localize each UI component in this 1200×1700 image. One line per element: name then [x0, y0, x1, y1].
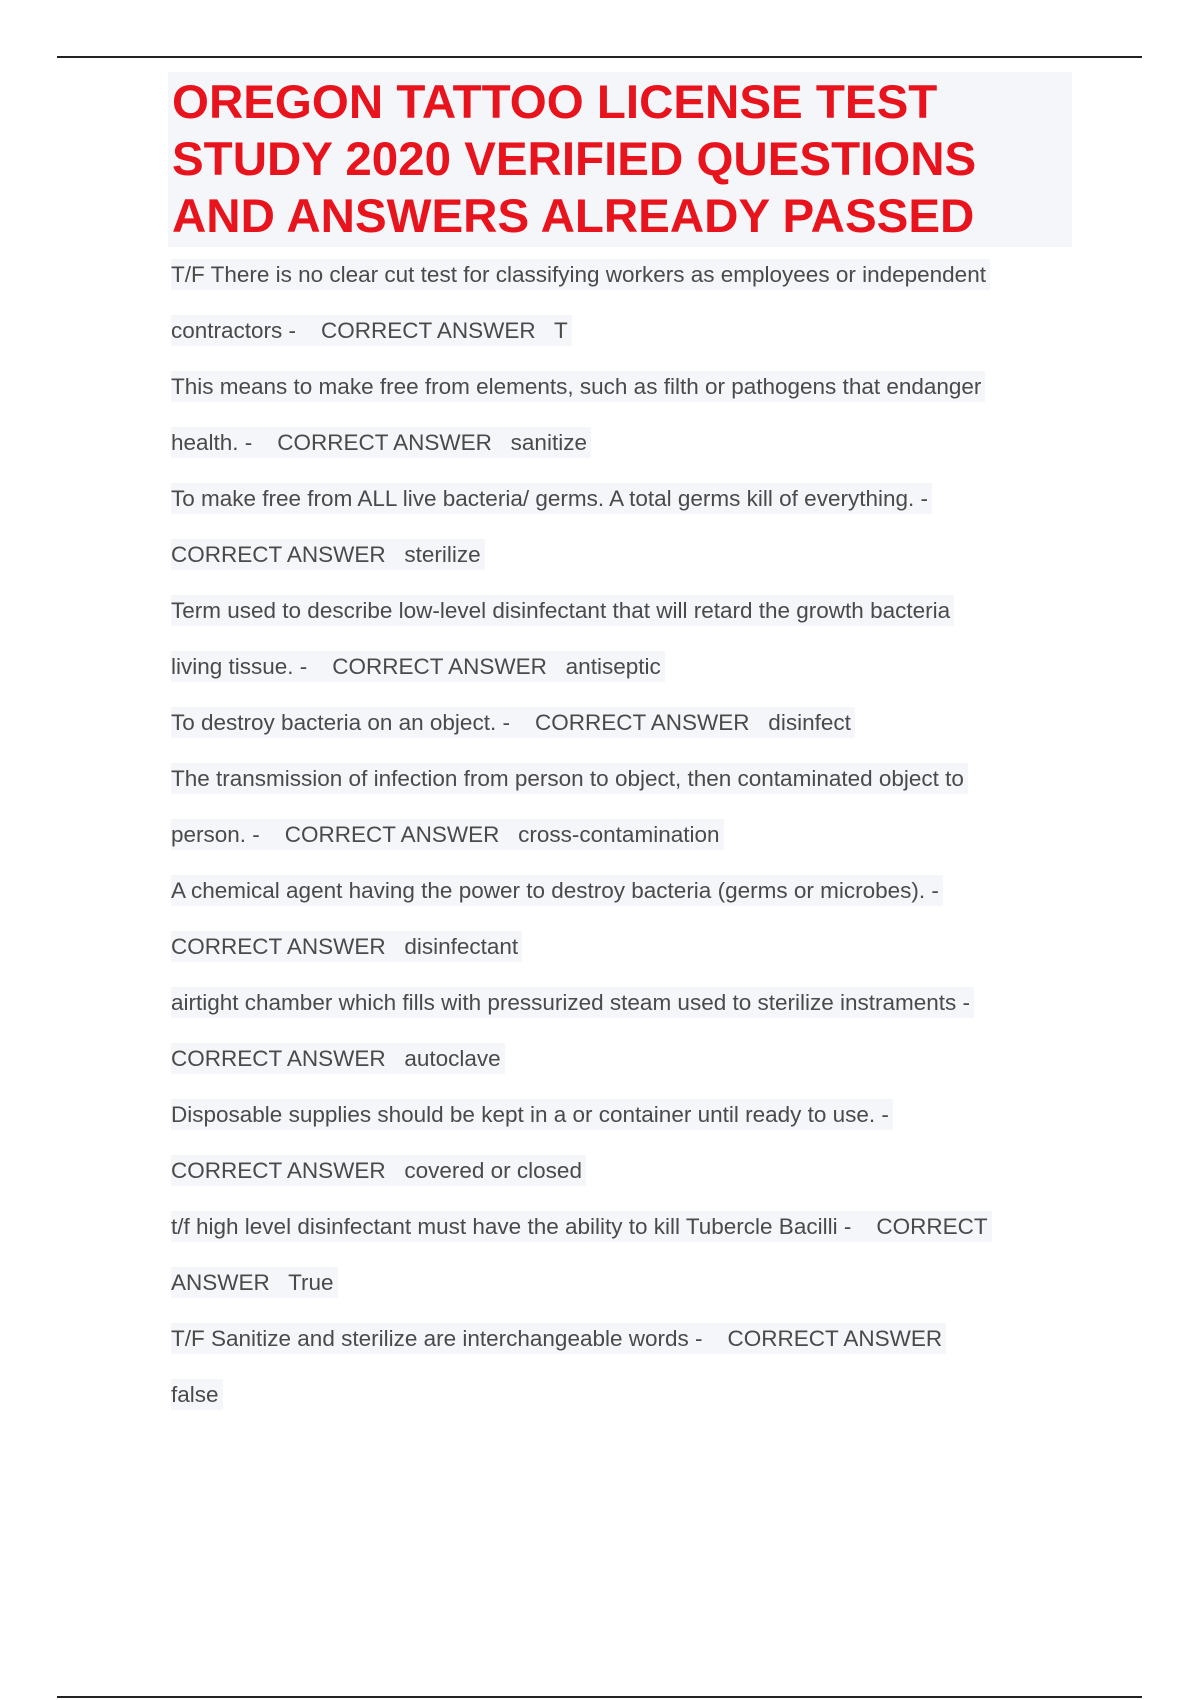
qa-line-text: CORRECT ANSWER autoclave [171, 1043, 505, 1074]
qa-line-text: false [171, 1379, 223, 1410]
qa-line-text: This means to make free from elements, such as filth or pathogens that endanger [171, 371, 985, 402]
qa-line [168, 1255, 1078, 1311]
document-title: OREGON TATTOO LICENSE TEST STUDY 2020 VERIFIED QUESTIONS AND ANSWERS ALREADY PASSED [168, 72, 1072, 247]
qa-line-text: ANSWER True [171, 1267, 338, 1298]
qa-line-text: CORRECT ANSWER covered or closed [171, 1155, 586, 1186]
qa-line [168, 359, 1078, 415]
qa-line-text: The transmission of infection from person to object, then contaminated object to [171, 763, 968, 794]
qa-line [168, 751, 1078, 807]
qa-line [168, 919, 1078, 975]
qa-line-text: health. - CORRECT ANSWER sanitize [171, 427, 591, 458]
qa-line [168, 695, 1078, 751]
qa-line [168, 639, 1078, 695]
qa-line-text: CORRECT ANSWER sterilize [171, 539, 485, 570]
qa-list [168, 247, 1078, 1423]
qa-line [168, 975, 1078, 1031]
qa-line [168, 1087, 1078, 1143]
qa-line [168, 471, 1078, 527]
qa-line [168, 527, 1078, 583]
qa-line-text: A chemical agent having the power to destroy bacteria (germs or microbes). - [171, 875, 943, 906]
qa-line [168, 303, 1078, 359]
qa-line [168, 1199, 1078, 1255]
document-body [168, 72, 1078, 1423]
qa-line [168, 1143, 1078, 1199]
qa-line [168, 247, 1078, 303]
qa-line [168, 807, 1078, 863]
top-rule [57, 56, 1142, 58]
qa-line [168, 1031, 1078, 1087]
bottom-rule [57, 1696, 1142, 1698]
qa-line-text: living tissue. - CORRECT ANSWER antiseptic [171, 651, 665, 682]
qa-line [168, 583, 1078, 639]
qa-line-text: CORRECT ANSWER disinfectant [171, 931, 522, 962]
qa-line [168, 415, 1078, 471]
qa-line [168, 863, 1078, 919]
qa-line-text: Term used to describe low-level disinfectant that will retard the growth bacteria [171, 595, 954, 626]
qa-line-text: To make free from ALL live bacteria/ germs. A total germs kill of everything. - [171, 483, 932, 514]
qa-line [168, 1367, 1078, 1423]
qa-line-text: To destroy bacteria on an object. - CORRECT ANSWER disinfect [171, 707, 855, 738]
qa-line [168, 1311, 1078, 1367]
qa-line-text: T/F There is no clear cut test for classifying workers as employees or independent [171, 259, 990, 290]
qa-line-text: person. - CORRECT ANSWER cross-contamination [171, 819, 724, 850]
qa-line-text: Disposable supplies should be kept in a or container until ready to use. - [171, 1099, 893, 1130]
qa-line-text: contractors - CORRECT ANSWER T [171, 315, 572, 346]
qa-line-text: airtight chamber which fills with pressurized steam used to sterilize instraments - [171, 987, 974, 1018]
qa-line-text: T/F Sanitize and sterilize are interchangeable words - CORRECT ANSWER [171, 1323, 946, 1354]
qa-line-text: t/f high level disinfectant must have the ability to kill Tubercle Bacilli - CORRECT [171, 1211, 992, 1242]
